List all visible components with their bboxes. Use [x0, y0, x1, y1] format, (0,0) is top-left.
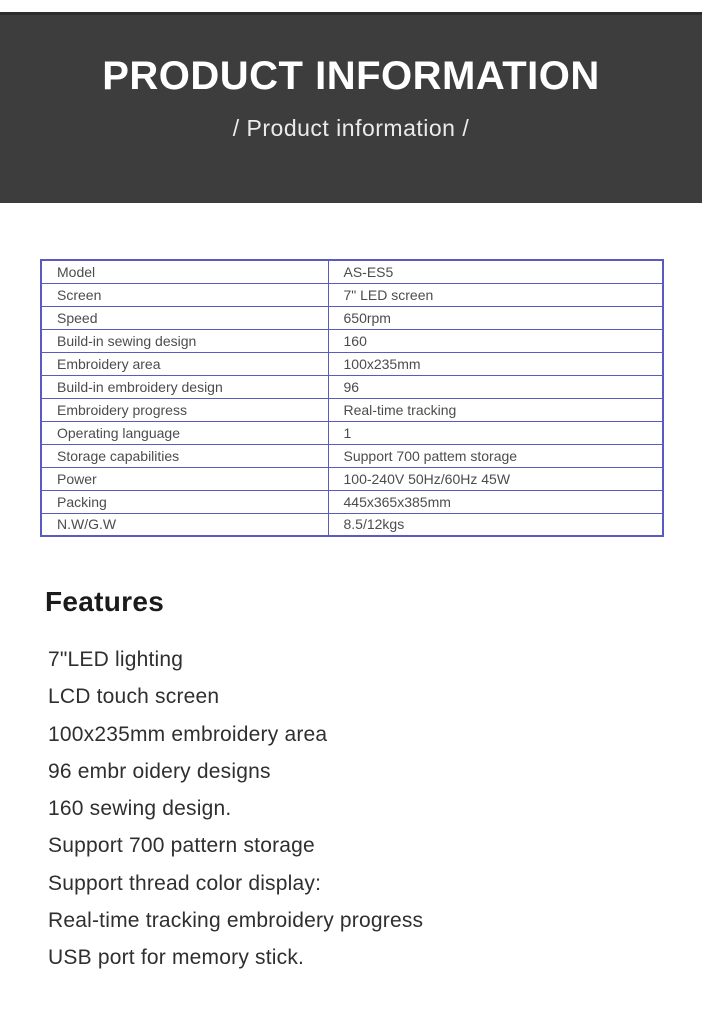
spec-value-cell: AS-ES5	[328, 260, 663, 283]
feature-item: Support thread color display:	[48, 871, 322, 895]
table-row	[41, 375, 663, 398]
feature-item: LCD touch screen	[48, 685, 220, 709]
table-row	[41, 421, 663, 444]
spec-label-cell: Screen	[41, 283, 328, 306]
spec-label-cell: Build-in sewing design	[41, 329, 328, 352]
table-row	[41, 352, 663, 375]
table-row	[41, 260, 663, 283]
spec-value-cell: Real-time tracking	[328, 398, 663, 421]
header-banner	[0, 12, 702, 203]
spec-value-cell: 1	[328, 421, 663, 444]
feature-item: Real-time tracking embroidery progress	[48, 909, 424, 933]
spec-value-cell: Support 700 pattem storage	[328, 444, 663, 467]
spec-label-cell: Power	[41, 467, 328, 490]
spec-table-container	[40, 259, 702, 537]
feature-item: 100x235mm embroidery area	[48, 722, 328, 746]
page-title: PRODUCT INFORMATION	[102, 54, 600, 98]
table-row	[41, 329, 663, 352]
spec-label-cell: Model	[41, 260, 328, 283]
spec-label-cell: Speed	[41, 306, 328, 329]
spec-value-cell: 100-240V 50Hz/60Hz 45W	[328, 467, 663, 490]
table-row	[41, 467, 663, 490]
spec-value-cell: 160	[328, 329, 663, 352]
table-row	[41, 283, 663, 306]
feature-item: Support 700 pattern storage	[48, 834, 315, 858]
table-row	[41, 490, 663, 513]
spec-value-cell: 650rpm	[328, 306, 663, 329]
spec-label-cell: Operating language	[41, 421, 328, 444]
table-row	[41, 398, 663, 421]
spec-value-cell: 445x365x385mm	[328, 490, 663, 513]
features-section	[45, 586, 702, 977]
page-subtitle: / Product information /	[232, 115, 470, 141]
spec-label-cell: Embroidery area	[41, 352, 328, 375]
table-row	[41, 513, 663, 536]
features-heading: Features	[45, 586, 165, 617]
feature-item: 160 sewing design.	[48, 797, 232, 821]
feature-list	[48, 641, 702, 977]
feature-item: USB port for memory stick.	[48, 946, 305, 970]
table-row	[41, 306, 663, 329]
feature-item: 7"LED lighting	[48, 648, 184, 671]
spec-label-cell: Storage capabilities	[41, 444, 328, 467]
table-row	[41, 444, 663, 467]
spec-label-cell: Packing	[41, 490, 328, 513]
feature-item: 96 embr oidery designs	[48, 759, 271, 783]
spec-value-cell: 100x235mm	[328, 352, 663, 375]
spec-value-cell: 7" LED screen	[328, 283, 663, 306]
spec-value-cell: 96	[328, 375, 663, 398]
spec-label-cell: Embroidery progress	[41, 398, 328, 421]
spec-value-cell: 8.5/12kgs	[328, 513, 663, 536]
spec-table	[40, 259, 664, 537]
spec-label-cell: Build-in embroidery design	[41, 375, 328, 398]
spec-label-cell: N.W/G.W	[41, 513, 328, 536]
